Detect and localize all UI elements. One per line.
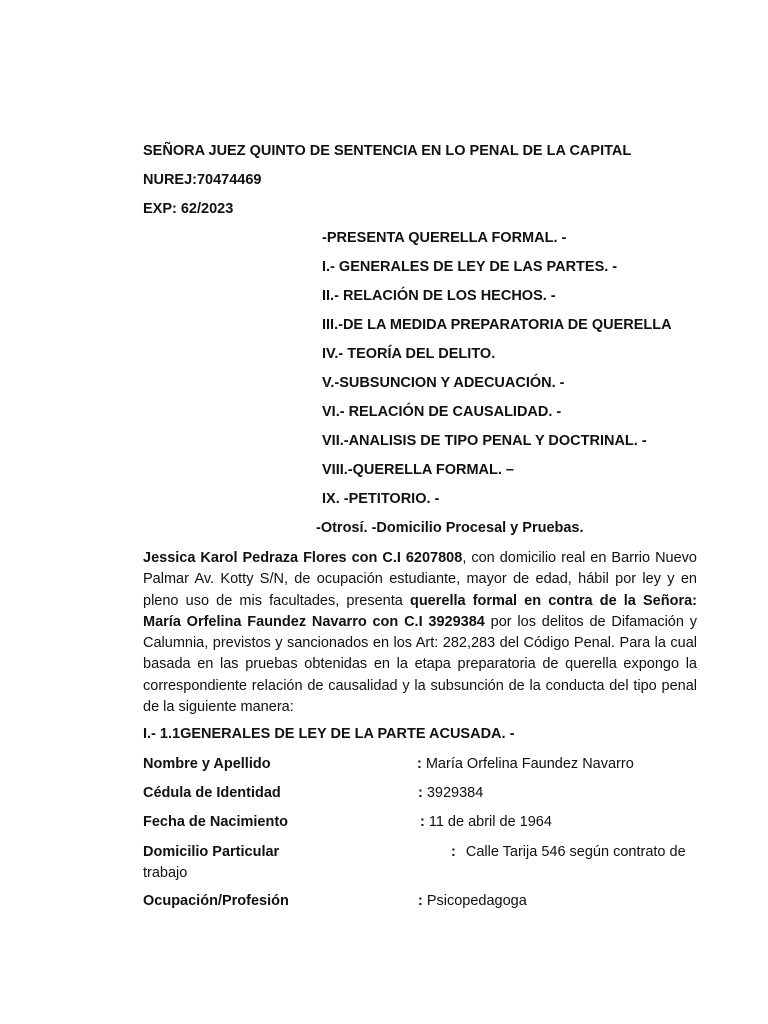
index-item: -PRESENTA QUERELLA FORMAL. - <box>322 230 567 246</box>
complainant-name: Jessica Karol Pedraza Flores con C.I 6207808 <box>143 550 463 566</box>
accused-address: Calle Tarija 546 según contrato de <box>465 844 686 860</box>
field-label: Cédula de Identidad <box>143 785 281 801</box>
index-item: IX. -PETITORIO. - <box>322 491 440 507</box>
accused-birthdate: 11 de abril de 1964 <box>428 814 552 830</box>
field-label: Fecha de Nacimiento <box>143 814 289 830</box>
index-item: VII.-ANALISIS DE TIPO PENAL Y DOCTRINAL. - <box>322 433 647 449</box>
addressee: SEÑORA JUEZ QUINTO DE SENTENCIA EN LO PENAL DE LA CAPITAL <box>143 143 632 159</box>
accused-id: 3929384 <box>426 785 484 801</box>
field-value: : María Orfelina Faundez Navarro <box>417 756 634 772</box>
index-item: II.- RELACIÓN DE LOS HECHOS. - <box>322 288 556 304</box>
accused-name: María Orfelina Faundez Navarro <box>425 756 634 772</box>
index-item: I.- GENERALES DE LEY DE LAS PARTES. - <box>322 259 618 275</box>
accused-occupation: Psicopedagoga <box>426 893 527 909</box>
field-value: : 3929384 <box>418 785 484 801</box>
nurej-number: NUREJ:70474469 <box>143 172 262 188</box>
intro-text: por los delitos de Difamación y Calumnia, previstos y sancionados en los Art: 282,283 del Código Penal. Para la cual basada en las pruebas obtenidas en la etapa preparatoria de querella expongo la correspondiente relación de causalidad y la subsunción de la conducta del tipo penal de la siguiente manera: <box>143 613 697 716</box>
section-title: I.- 1.1GENERALES DE LEY DE LA PARTE ACUSADA. - <box>143 726 515 742</box>
index-item: V.-SUBSUNCION Y ADECUACIÓN. - <box>322 375 565 391</box>
index-item: VI.- RELACIÓN DE CAUSALIDAD. - <box>322 404 562 420</box>
field-value: : 11 de abril de 1964 <box>420 814 552 830</box>
field-value: : Psicopedagoga <box>418 893 527 909</box>
intro-text: , con domicilio real en Barrio Nuevo Palmar Av. Kotty S/N, de ocupación estudiante, mayor de edad, hábil por ley y en pleno uso de mis facultades, presenta <box>143 550 697 609</box>
field-label: Domicilio Particular <box>143 844 280 860</box>
field-label: Ocupación/Profesión <box>143 893 289 909</box>
index-item: III.-DE LA MEDIDA PREPARATORIA DE QUERELLA <box>322 317 672 333</box>
accused-statement: querella formal en contra de la Señora: María Orfelina Faundez Navarro con C.I 3929384 <box>143 592 697 630</box>
expediente-number: EXP: 62/2023 <box>143 201 234 217</box>
index-item: IV.- TEORÍA DEL DELITO. <box>322 346 496 362</box>
field-label: Nombre y Apellido <box>143 756 271 772</box>
index-item: VIII.-QUERELLA FORMAL. – <box>322 462 514 478</box>
field-value: : Calle Tarija 546 según contrato de <box>451 844 686 860</box>
intro-paragraph <box>143 548 697 718</box>
index-item-otrosi: -Otrosí. -Domicilio Procesal y Pruebas. <box>316 520 584 536</box>
accused-address-cont: trabajo <box>143 865 188 881</box>
